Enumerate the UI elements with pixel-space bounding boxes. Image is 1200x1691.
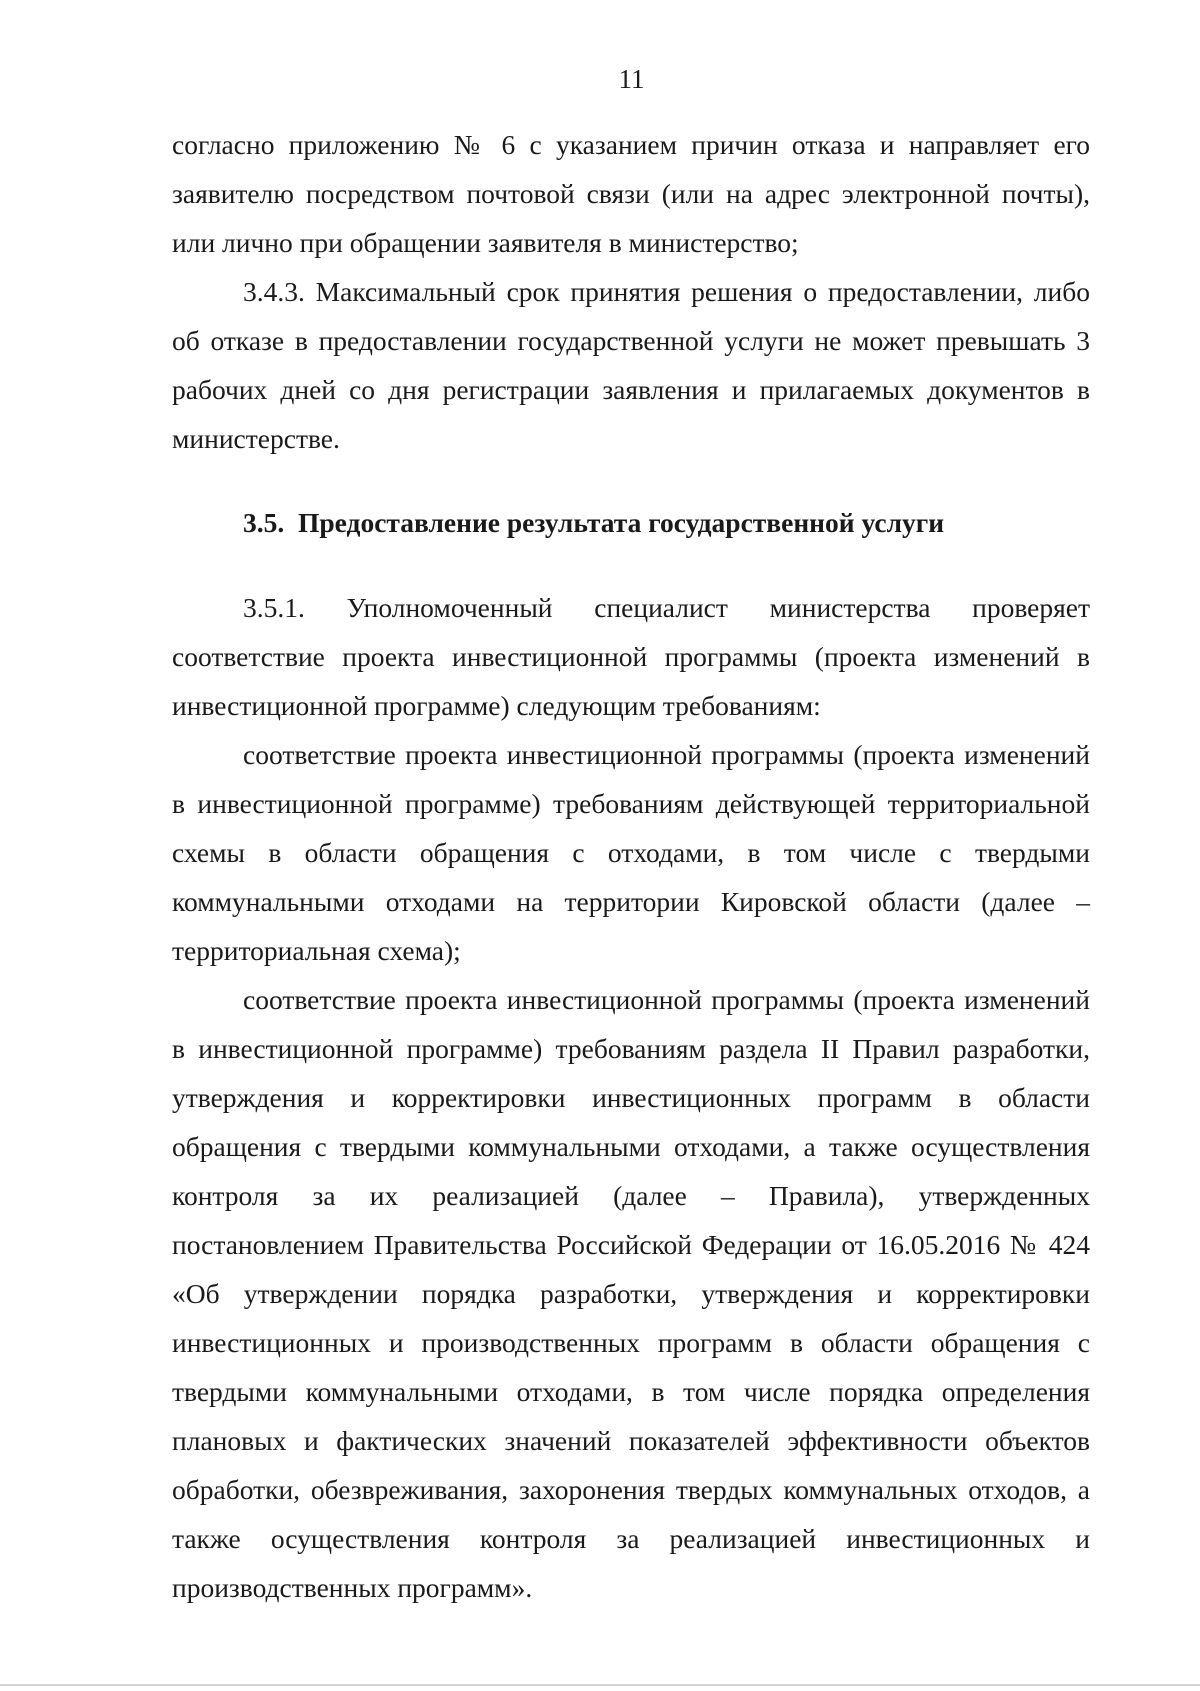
requirement-item-rules: соответствие проекта инвестиционной программы (проекта изменений в инвестиционной программе) требованиям раздела II Правил разработки, утверждения и корректировки инвестиционных программ в области обращения с твердыми коммунальными отходами, а также осуществления контроля за их реализацией (далее – Правила), утвержденных постановлением Правительства Российской Федерации от 16.05.2016 № 424 «Об утверждении порядка разработки, утверждения и корректировки инвестиционных и производственных программ в области обращения с твердыми коммунальными отходами, в том числе порядка определения плановых и фактических значений показателей эффективности объектов обработки, обезвреживания, захоронения твердых коммунальных отходов, а также осуществления контроля за реализацией инвестиционных и производственных программ». <box>172 984 1090 1603</box>
requirement-item-territorial-scheme: соответствие проекта инвестиционной программы (проекта изменений в инвестиционной программе) требованиям действующей территориальной схемы в области обращения с отходами, в том числе с твердыми коммунальными отходами на территории Кировской области (далее – территориальная схема); <box>172 739 1090 966</box>
paragraph-continuation: согласно приложению № 6 с указанием причин отказа и направляет его заявителю посредством почтовой связи (или на адрес электронной почты), или лично при обращении заявителя в министерство; <box>172 129 1090 258</box>
paragraph-3-4-3: 3.4.3. Максимальный срок принятия решения о предоставлении, либо об отказе в предоставлении государственной услуги не может превышать 3 рабочих дней со дня регистрации заявления и прилагаемых документов в министерстве. <box>172 276 1090 454</box>
page-bottom-edge <box>0 1684 1200 1686</box>
document-body <box>172 120 1090 1612</box>
paragraph-3-5-1: 3.5.1. Уполномоченный специалист министерства проверяет соответствие проекта инвестиционной программы (проекта изменений в инвестиционной программе) следующим требованиям: <box>172 592 1090 721</box>
section-heading-3-5: 3.5. Предоставление результата государственной услуги <box>243 507 945 538</box>
page-number: 11 <box>618 64 645 94</box>
